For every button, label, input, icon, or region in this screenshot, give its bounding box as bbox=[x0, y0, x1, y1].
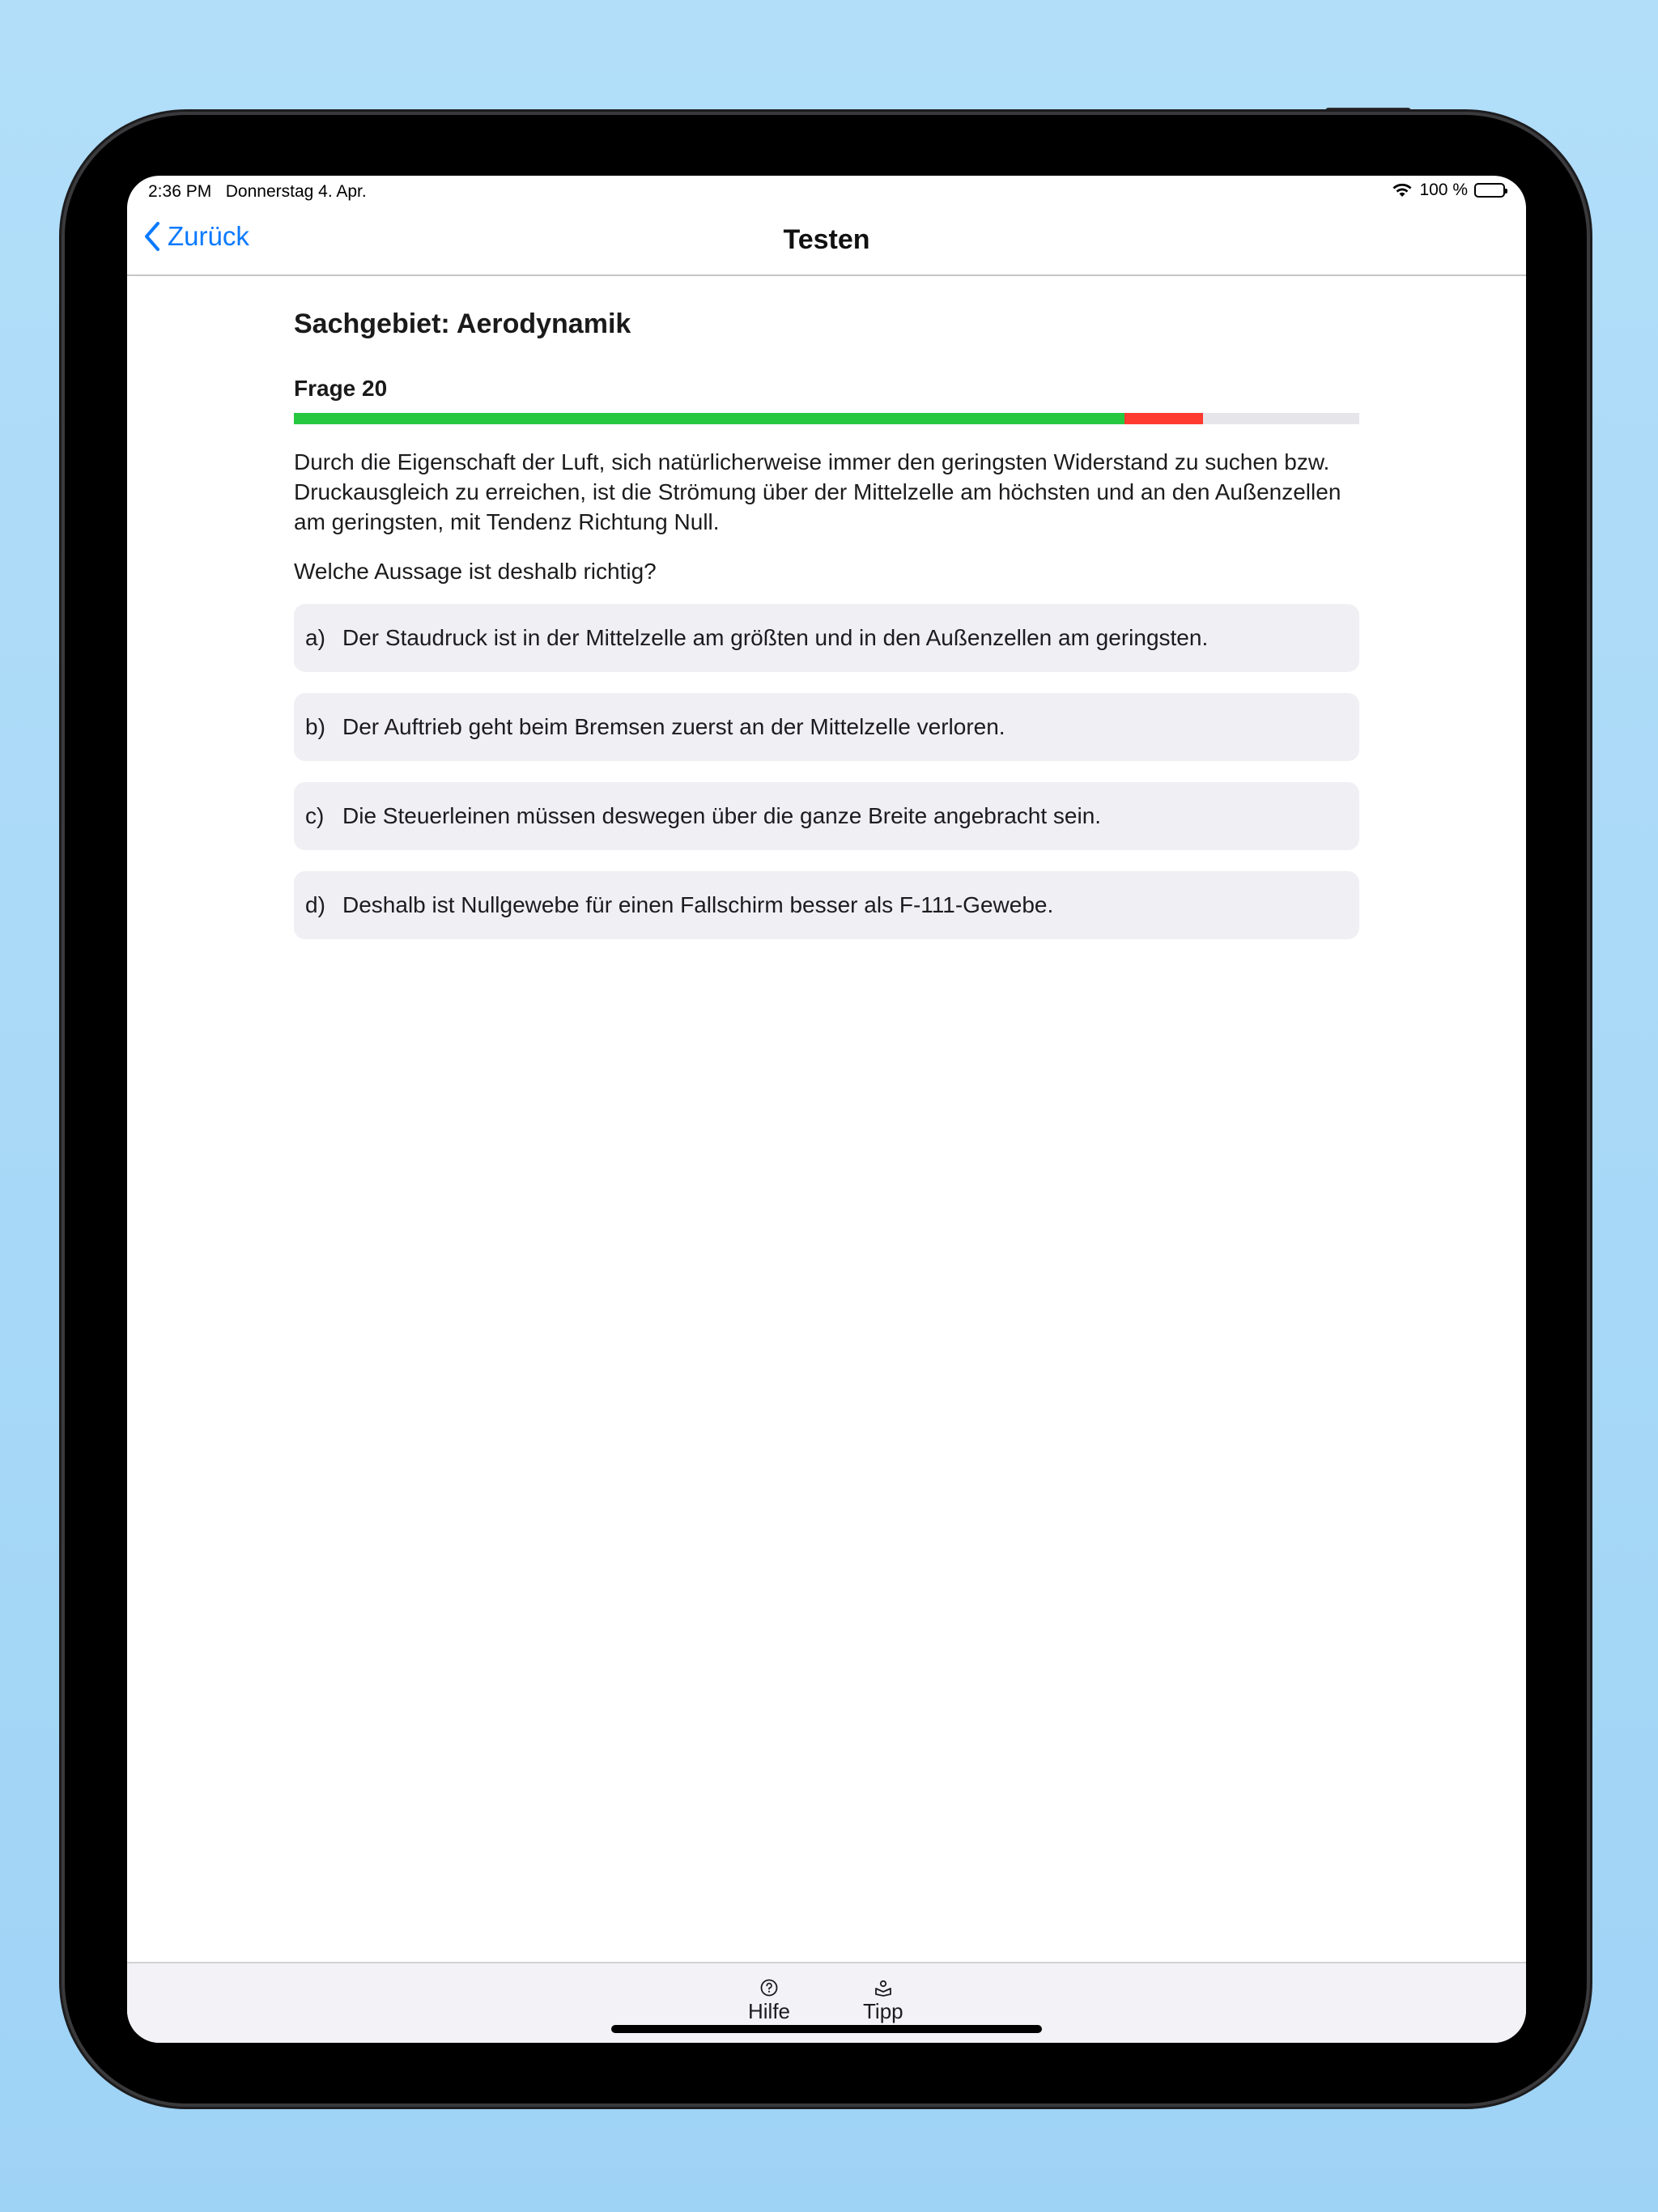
status-time bbox=[148, 182, 367, 202]
status-right bbox=[1392, 181, 1505, 200]
question-number: Frage 20 bbox=[294, 376, 388, 401]
battery-percentage: 100 % bbox=[1419, 181, 1468, 199]
question-prompt: Welche Aussage ist deshalb richtig? bbox=[294, 559, 657, 584]
hint-button[interactable] bbox=[863, 1978, 903, 2024]
answer-option-b[interactable] bbox=[294, 693, 1359, 761]
help-button[interactable] bbox=[748, 1978, 790, 2024]
screen bbox=[127, 176, 1526, 2043]
answer-option-d[interactable] bbox=[294, 871, 1359, 939]
quiz-content bbox=[294, 276, 1359, 960]
answer-text: Der Auftrieb geht beim Bremsen zuerst an der Mittelzelle verloren. bbox=[342, 714, 1005, 739]
battery-icon bbox=[1474, 183, 1505, 198]
progress-bar bbox=[294, 413, 1359, 424]
answer-option-c[interactable] bbox=[294, 782, 1359, 850]
answer-option-a[interactable] bbox=[294, 604, 1359, 672]
answer-text: Der Staudruck ist in der Mittelzelle am größten und in den Außenzellen am geringsten. bbox=[342, 625, 1209, 650]
home-indicator[interactable] bbox=[611, 2025, 1042, 2033]
answer-letter: a) bbox=[305, 625, 325, 650]
help-label: Hilfe bbox=[748, 1999, 791, 2023]
question-circle-icon bbox=[759, 1978, 779, 1997]
answer-text: Die Steuerleinen müssen deswegen über die ganze Breite angebracht sein. bbox=[342, 803, 1102, 828]
status-bar bbox=[127, 176, 1526, 206]
answer-letter: b) bbox=[305, 714, 325, 739]
hint-label: Tipp bbox=[863, 1999, 903, 2023]
wifi-icon bbox=[1392, 182, 1413, 198]
navigation-bar bbox=[127, 206, 1526, 276]
answer-letter: d) bbox=[305, 892, 325, 917]
bottom-toolbar bbox=[127, 1962, 1526, 2043]
question-text: Durch die Eigenschaft der Luft, sich natürlicherweise immer den geringsten Widerstand zu suchen bzw. Druckausgleich zu erreichen, ist die Strömung über der Mittelzelle am höchsten und an den Außenzellen am geringsten, mit Tendenz Richtung Null. bbox=[294, 449, 1341, 534]
progress-wrong-segment bbox=[1124, 413, 1202, 424]
status-date: Donnerstag 4. Apr. bbox=[225, 182, 367, 201]
hint-icon bbox=[874, 1978, 893, 1997]
progress-correct-segment bbox=[294, 413, 1124, 424]
answer-text: Deshalb ist Nullgewebe für einen Fallschirm besser als F-111-Gewebe. bbox=[342, 892, 1054, 917]
section-title: Sachgebiet: Aerodynamik bbox=[294, 308, 631, 339]
page-title: Testen bbox=[783, 224, 870, 255]
back-button-label: Zurück bbox=[168, 221, 249, 251]
answer-list bbox=[294, 604, 1359, 939]
answer-letter: c) bbox=[305, 803, 325, 828]
status-clock: 2:36 PM bbox=[148, 182, 212, 201]
